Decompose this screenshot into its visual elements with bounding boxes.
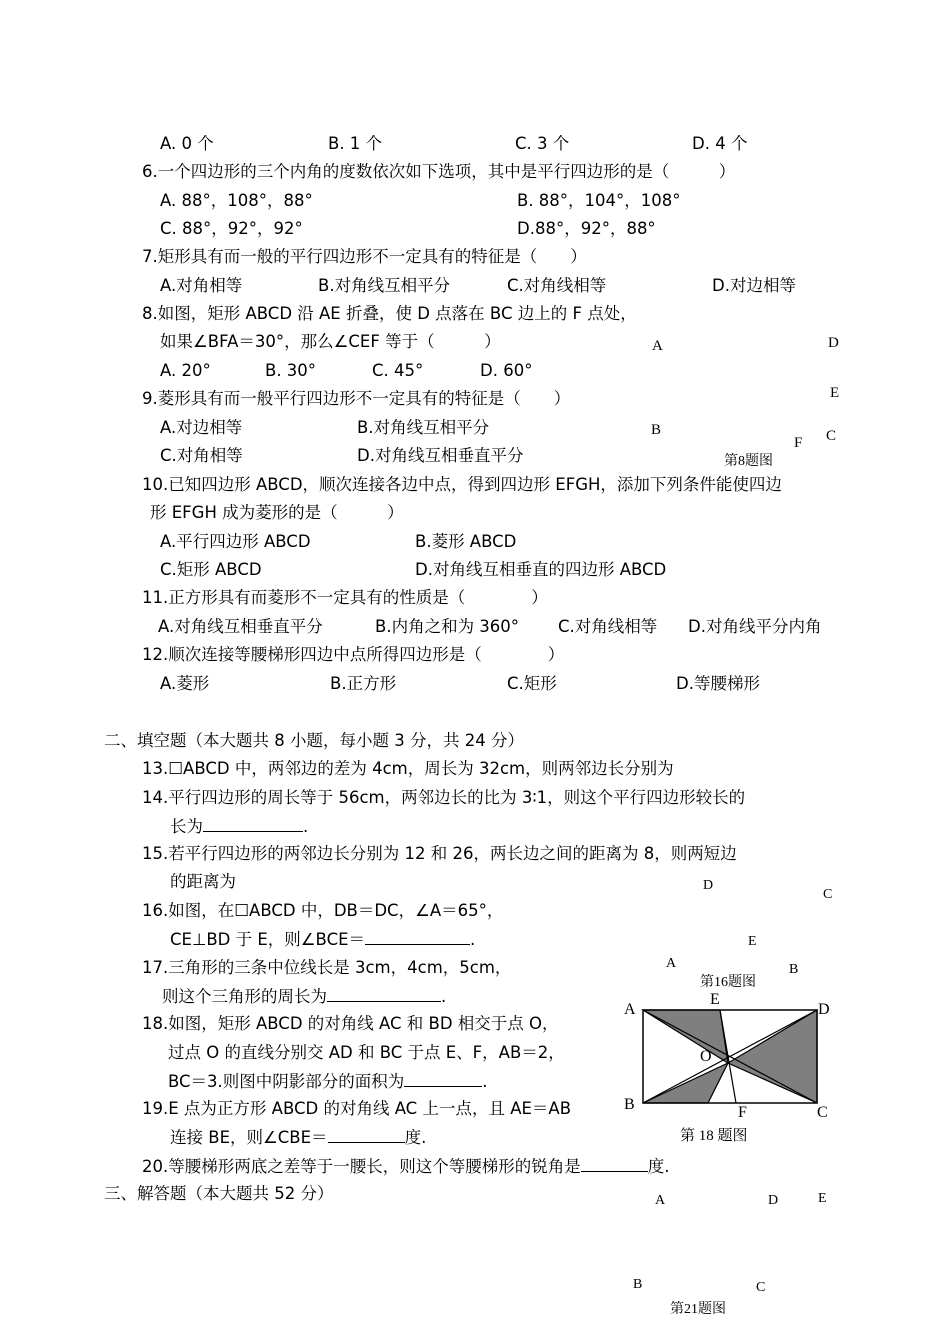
q15-line2: 的距离为 bbox=[170, 872, 236, 891]
q11-option-c: C.对角线相等 bbox=[558, 617, 658, 636]
q18-line3 bbox=[168, 1070, 488, 1093]
q10-option-c: C.矩形 ABCD bbox=[160, 560, 262, 579]
fig8-label-a: A bbox=[652, 338, 663, 354]
q19-unit: 度. bbox=[404, 1128, 427, 1147]
q7-option-c: C.对角线相等 bbox=[507, 276, 607, 295]
fig8-label-e: E bbox=[830, 385, 840, 401]
q9-option-c: C.对角相等 bbox=[160, 446, 243, 465]
q17-answer-blank[interactable] bbox=[327, 985, 441, 1002]
q17-period: . bbox=[441, 987, 447, 1006]
q8-option-b: B. 30° bbox=[265, 361, 317, 380]
q16-period: . bbox=[470, 930, 476, 949]
q15-line1: 15.若平行四边形的两邻边长分别为 12 和 26，两长边之间的距离为 8，则两短边 bbox=[142, 844, 737, 863]
q20-text: 20.等腰梯形两底之差等于一腰长，则这个等腰梯形的锐角是 bbox=[142, 1157, 581, 1176]
q7-option-d: D.对边相等 bbox=[712, 276, 796, 295]
q5-option-a: A. 0 个 bbox=[160, 134, 214, 153]
section2-heading: 二、填空题（本大题共 8 小题，每小题 3 分，共 24 分） bbox=[104, 731, 524, 750]
q9-option-d: D.对角线互相垂直平分 bbox=[357, 446, 524, 465]
q8-option-a: A. 20° bbox=[160, 361, 211, 380]
fig21-label-e: E bbox=[818, 1191, 827, 1206]
fig18-label-c: C bbox=[817, 1104, 828, 1121]
q10-option-d: D.对角线互相垂直的四边形 ABCD bbox=[415, 560, 667, 579]
q6-option-c: C. 88°，92°，92° bbox=[160, 219, 303, 238]
q6-option-b: B. 88°，104°，108° bbox=[517, 191, 681, 210]
q8-option-c: C. 45° bbox=[372, 361, 424, 380]
fig21-label-a: A bbox=[655, 1193, 666, 1208]
q7-option-a: A.对角相等 bbox=[160, 276, 243, 295]
q12-option-d: D.等腰梯形 bbox=[676, 674, 760, 693]
q5-option-b: B. 1 个 bbox=[328, 134, 383, 153]
q6-option-d: D.88°，92°，88° bbox=[517, 219, 656, 238]
q9-option-b: B.对角线互相平分 bbox=[357, 418, 490, 437]
q7-option-b: B.对角线互相平分 bbox=[318, 276, 451, 295]
q19-answer-blank[interactable] bbox=[328, 1126, 405, 1143]
q17-text: 则这个三角形的周长为 bbox=[162, 987, 327, 1006]
q11-stem: 11.正方形具有而菱形不一定具有的性质是（ ） bbox=[142, 588, 548, 607]
q16-text: CE⊥BD 于 E，则∠BCE＝ bbox=[170, 930, 366, 949]
fig21-label-d: D bbox=[768, 1193, 779, 1208]
q14-line1: 14.平行四边形的周长等于 56cm，两邻边长的比为 3∶1，则这个平行四边形较长的 bbox=[142, 788, 746, 807]
q10-line2: 形 EFGH 成为菱形的是（ ） bbox=[150, 503, 404, 522]
q18-line1: 18.如图，矩形 ABCD 的对角线 AC 和 BD 相交于点 O， bbox=[142, 1014, 559, 1033]
fig16-caption: 第16题图 bbox=[700, 975, 756, 990]
fig21-caption: 第21题图 bbox=[670, 1302, 726, 1317]
q12-stem: 12.顺次连接等腰梯形四边中点所得四边形是（ ） bbox=[142, 645, 565, 664]
q13: 13.☐ABCD 中，两邻边的差为 4cm，周长为 32cm，则两邻边长分别为 bbox=[142, 759, 674, 778]
q10-option-b: B.菱形 ABCD bbox=[415, 532, 517, 551]
fig16-label-d: D bbox=[703, 878, 714, 893]
fig16-label-b: B bbox=[789, 962, 799, 977]
fig18-label-o: O bbox=[700, 1048, 712, 1065]
q16-line1: 16.如图，在☐ABCD 中，DB＝DC，∠A＝65°， bbox=[142, 901, 504, 920]
fig8-label-b: B bbox=[651, 422, 662, 438]
q20 bbox=[142, 1155, 670, 1178]
fig18-label-e: E bbox=[710, 991, 720, 1008]
fig18-shade-top bbox=[643, 1010, 728, 1063]
fig8-caption: 第8题图 bbox=[724, 454, 773, 469]
q5-option-d: D. 4 个 bbox=[692, 134, 748, 153]
fig8-label-d: D bbox=[828, 335, 839, 351]
fig18-label-a: A bbox=[624, 1001, 636, 1018]
fig16-label-c: C bbox=[823, 887, 833, 902]
fig21-label-b: B bbox=[633, 1277, 643, 1292]
fig18-shade-bottom bbox=[643, 1063, 728, 1103]
q19-line2 bbox=[170, 1126, 426, 1149]
q8-option-d: D. 60° bbox=[480, 361, 533, 380]
q7-stem: 7.矩形具有而一般的平行四边形不一定具有的特征是（ ） bbox=[142, 247, 587, 266]
fig18-caption: 第 18 题图 bbox=[680, 1128, 748, 1144]
q11-option-b: B.内角之和为 360° bbox=[375, 617, 520, 636]
q19-text: 连接 BE，则∠CBE＝ bbox=[170, 1128, 328, 1147]
q9-stem: 9.菱形具有而一般平行四边形不一定具有的特征是（ ） bbox=[142, 389, 571, 408]
q6-stem: 6.一个四边形的三个内角的度数依次如下选项，其中是平行四边形的是（ ） bbox=[142, 162, 736, 181]
q8-line1: 8.如图，矩形 ABCD 沿 AE 折叠，使 D 点落在 BC 边上的 F 点处， bbox=[142, 304, 637, 323]
q18-period: . bbox=[482, 1072, 488, 1091]
q12-option-a: A.菱形 bbox=[160, 674, 210, 693]
q8-line2: 如果∠BFA＝30°，那么∠CEF 等于（ ） bbox=[160, 332, 501, 351]
q18-text: BC＝3.则图中阴影部分的面积为 bbox=[168, 1072, 405, 1091]
q10-line1: 10.已知四边形 ABCD，顺次连接各边中点，得到四边形 EFGH，添加下列条件能使四边 bbox=[142, 475, 782, 494]
fig16-label-e: E bbox=[748, 934, 757, 949]
q18-line2: 过点 O 的直线分别交 AD 和 BC 于点 E、F，AB＝2， bbox=[168, 1043, 565, 1062]
q10-option-a: A.平行四边形 ABCD bbox=[160, 532, 311, 551]
q18-answer-blank[interactable] bbox=[404, 1070, 482, 1087]
fig21-label-c: C bbox=[756, 1280, 766, 1295]
fig8-label-c: C bbox=[826, 428, 837, 444]
q11-option-d: D.对角线平分内角 bbox=[688, 617, 822, 636]
fig16-label-a: A bbox=[666, 956, 677, 971]
q16-line2 bbox=[170, 928, 475, 951]
fig8-label-f: F bbox=[794, 435, 803, 451]
q12-option-c: C.矩形 bbox=[507, 674, 557, 693]
fig18-shade-right bbox=[728, 1010, 817, 1103]
q20-unit: 度. bbox=[647, 1157, 670, 1176]
q14-period: . bbox=[303, 817, 309, 836]
q12-option-b: B.正方形 bbox=[330, 674, 397, 693]
q14-line2 bbox=[170, 815, 308, 838]
q14-answer-blank[interactable] bbox=[203, 815, 303, 832]
q17-line2 bbox=[162, 985, 446, 1008]
q11-option-a: A.对角线互相垂直平分 bbox=[158, 617, 323, 636]
q9-option-a: A.对边相等 bbox=[160, 418, 243, 437]
fig18-label-b: B bbox=[624, 1096, 635, 1113]
fig18-label-d: D bbox=[818, 1001, 830, 1018]
q16-answer-blank[interactable] bbox=[365, 928, 470, 945]
fig18-label-f: F bbox=[738, 1104, 747, 1121]
q17-line1: 17.三角形的三条中位线长是 3cm，4cm，5cm， bbox=[142, 958, 512, 977]
q20-answer-blank[interactable] bbox=[581, 1155, 648, 1172]
q5-option-c: C. 3 个 bbox=[515, 134, 570, 153]
section3-heading: 三、解答题（本大题共 52 分） bbox=[104, 1184, 334, 1203]
q14-text: 长为 bbox=[170, 817, 203, 836]
q6-option-a: A. 88°，108°，88° bbox=[160, 191, 313, 210]
q19-line1: 19.E 点为正方形 ABCD 的对角线 AC 上一点，且 AE＝AB bbox=[142, 1099, 572, 1118]
